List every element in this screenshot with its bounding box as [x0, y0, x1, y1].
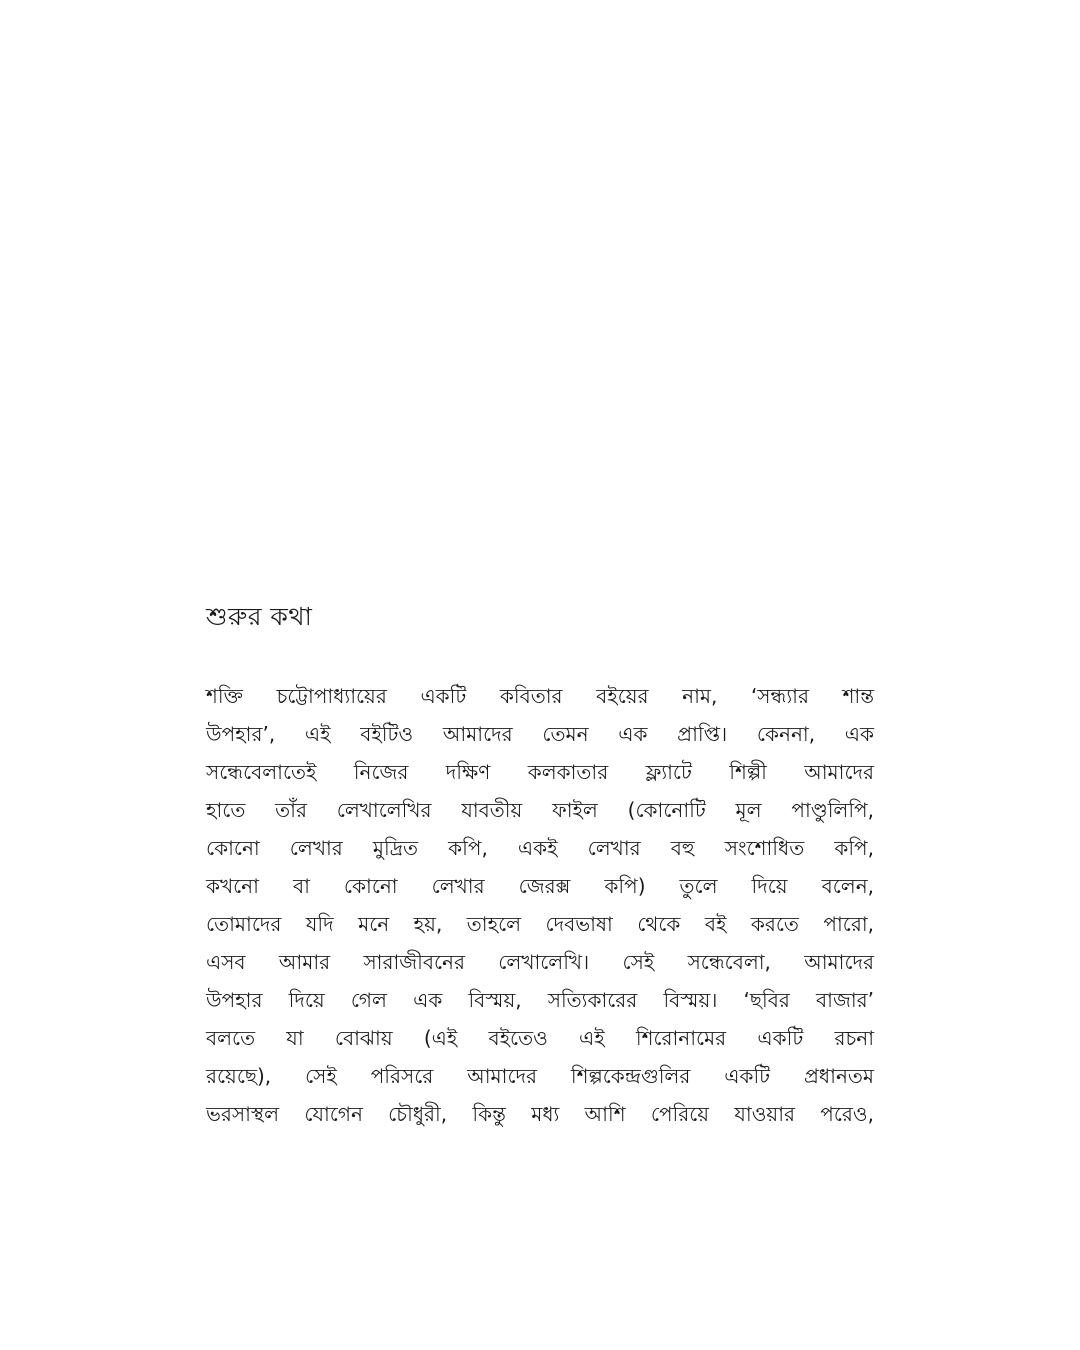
text-line-2: উপহার’, এই বইটিও আমাদের তেমন এক প্রাপ্তি। কেননা, এক [206, 722, 874, 746]
text-line-12: ভরসাস্থল যোগেন চৌধুরী, কিন্তু মধ্য আশি পেরিয়ে যাওয়ার পরেও, [206, 1102, 874, 1126]
chapter-body [206, 677, 874, 1133]
text-line-9: উপহার দিয়ে গেল এক বিস্ময়, সত্যিকারের বিস্ময়। ‘ছবির বাজার’ [206, 988, 874, 1012]
text-line-5: কোনো লেখার মুদ্রিত কপি, একই লেখার বহু সংশোধিত কপি, [206, 836, 874, 860]
text-line-3: সন্ধেবেলাতেই নিজের দক্ষিণ কলকাতার ফ্ল্যাটে শিল্পী আমাদের [206, 760, 874, 784]
text-line-10: বলতে যা বোঝায় (এই বইতেও এই শিরোনামের একটি রচনা [206, 1026, 874, 1050]
chapter-heading: শুরুর কথা [206, 602, 313, 631]
text-line-8: এসব আমার সারাজীবনের লেখালেখি। সেই সন্ধেবেলা, আমাদের [206, 950, 874, 974]
text-line-7: তোমাদের যদি মনে হয়, তাহলে দেবভাষা থেকে বই করতে পারো, [206, 912, 874, 936]
text-line-4: হাতে তাঁর লেখালেখির যাবতীয় ফাইল (কোনোটি মূল পাণ্ডুলিপি, [206, 798, 874, 822]
text-line-1: শক্তি চট্টোপাধ্যায়ের একটি কবিতার বইয়ের নাম, ‘সন্ধ্যার শান্ত [206, 684, 874, 708]
text-line-6: কখনো বা কোনো লেখার জেরক্স কপি) তুলে দিয়ে বলেন, [206, 874, 874, 898]
text-line-11: রয়েছে), সেই পরিসরে আমাদের শিল্পকেন্দ্রগুলির একটি প্রধানতম [206, 1064, 874, 1088]
